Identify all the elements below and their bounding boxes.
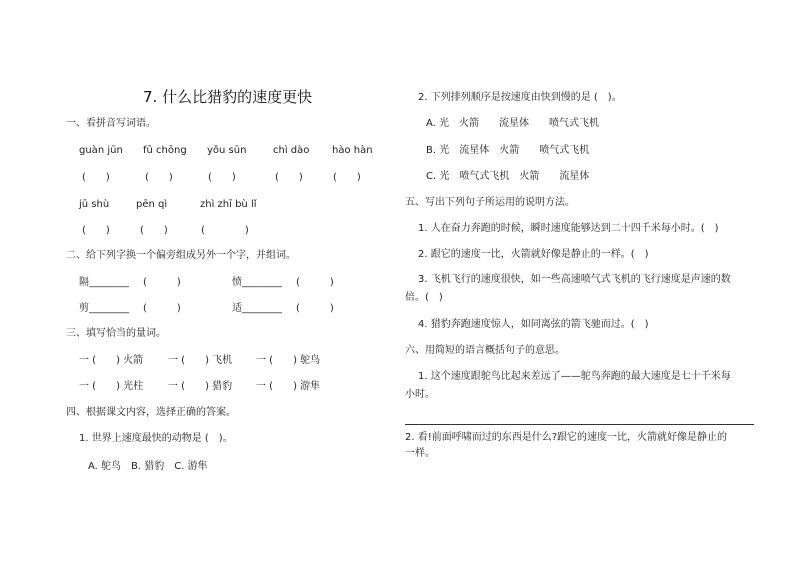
section-5-item-4: 4. 猎豹奔跑速度惊人，如同离弦的箭飞驰而过。( ) xyxy=(418,319,649,330)
base-char: 适 xyxy=(232,303,242,314)
base-char: 剪 xyxy=(79,303,89,314)
measure-word-item[interactable]: 一 ( ) 猎豹 xyxy=(168,381,233,392)
section-1-heading: 一、看拼音写词语。 xyxy=(66,118,156,129)
pinyin-4: chì dào xyxy=(273,145,310,156)
section-5-item-3: 3. 飞机飞行的速度很快，如一些高速喷气式飞机的飞行速度是声速的数 xyxy=(418,274,731,285)
char-item xyxy=(232,303,282,315)
pinyin-6: jū shù xyxy=(79,199,110,210)
pinyin-2: fū chōng xyxy=(143,145,187,156)
answer-bracket[interactable]: ( ) xyxy=(333,172,361,183)
char-item xyxy=(79,277,129,289)
question-2-option-b[interactable]: B. 光 流星体 火箭 喷气式飞机 xyxy=(426,145,590,156)
pinyin-5: hào hàn xyxy=(332,145,373,156)
section-6-item-1-line-1: 1. 这个速度跟鸵鸟比起来差远了——鸵鸟奔跑的最大速度是七十千米每 xyxy=(418,371,731,382)
pinyin-3: yǒu sūn xyxy=(207,145,247,156)
section-6-item-1-line-2: 小时。 xyxy=(405,389,435,400)
answer-paren[interactable]: ( ) xyxy=(296,277,334,288)
page-title: 7. 什么比猎豹的速度更快 xyxy=(143,88,313,106)
section-6-item-2-line-2: 一样。 xyxy=(405,448,435,459)
base-char: 愤 xyxy=(232,277,242,288)
question-1-options[interactable]: A. 鸵鸟 B. 猎豹 C. 游隼 xyxy=(88,461,208,472)
section-5-item-2: 2. 跟它的速度一比，火箭就好像是静止的一样。( ) xyxy=(418,249,649,260)
answer-paren[interactable]: ( ) xyxy=(143,303,181,314)
answer-bracket[interactable]: ( ) xyxy=(201,225,249,236)
pinyin-1: guàn jūn xyxy=(79,145,123,156)
measure-word-item[interactable]: 一 ( ) 火箭 xyxy=(79,355,144,366)
answer-bracket[interactable]: ( ) xyxy=(82,172,110,183)
section-3-heading: 三、填写恰当的量词。 xyxy=(66,328,166,339)
section-2-heading: 二、给下列字换一个偏旁组成另外一个字，并组词。 xyxy=(66,250,296,261)
answer-blank[interactable]: ________ xyxy=(89,303,129,314)
measure-word-item[interactable]: 一 ( ) 游隼 xyxy=(256,381,321,392)
question-2: 2. 下列排列顺序是按速度由快到慢的是 ( )。 xyxy=(418,92,622,103)
section-5-item-1: 1. 人在奋力奔跑的时候，瞬时速度能够达到二十四千米每小时。( ) xyxy=(418,223,719,234)
question-2-option-a[interactable]: A. 光 火箭 流星体 喷气式飞机 xyxy=(426,118,600,129)
char-item xyxy=(79,303,129,315)
measure-word-item[interactable]: 一 ( ) 飞机 xyxy=(168,355,233,366)
answer-bracket[interactable]: ( ) xyxy=(145,172,173,183)
answer-bracket[interactable]: ( ) xyxy=(275,172,303,183)
pinyin-7: pēn qì xyxy=(136,199,168,210)
section-5-item-3-cont: 倍。( ) xyxy=(405,292,443,303)
section-6-heading: 六、用简短的语言概括句子的意思。 xyxy=(405,345,565,356)
answer-bracket[interactable]: ( ) xyxy=(208,172,236,183)
measure-word-item[interactable]: 一 ( ) 鸵鸟 xyxy=(256,355,321,366)
answer-paren[interactable]: ( ) xyxy=(143,277,181,288)
answer-paren[interactable]: ( ) xyxy=(296,303,334,314)
base-char: 隔 xyxy=(79,277,89,288)
pinyin-8: zhì zhī bù lǐ xyxy=(200,199,257,210)
section-5-heading: 五、写出下列句子所运用的说明方法。 xyxy=(405,197,575,208)
answer-blank[interactable]: ________ xyxy=(89,277,129,288)
section-4-heading: 四、根据课文内容，选择正确的答案。 xyxy=(66,407,236,418)
answer-blank[interactable]: ________ xyxy=(242,277,282,288)
answer-blank[interactable]: ________ xyxy=(242,303,282,314)
answer-bracket[interactable]: ( ) xyxy=(140,225,168,236)
measure-word-item[interactable]: 一 ( ) 光柱 xyxy=(79,381,144,392)
char-item xyxy=(232,277,282,289)
answer-bracket[interactable]: ( ) xyxy=(82,225,110,236)
section-6-item-2-line-1: 2. 看!前面呼啸而过的东西是什么?跟它的速度一比，火箭就好像是静止的 xyxy=(405,432,728,443)
question-1: 1. 世界上速度最快的动物是 ( )。 xyxy=(79,433,233,444)
answer-line[interactable] xyxy=(405,424,754,425)
question-2-option-c[interactable]: C. 光 喷气式飞机 火箭 流星体 xyxy=(426,171,590,182)
